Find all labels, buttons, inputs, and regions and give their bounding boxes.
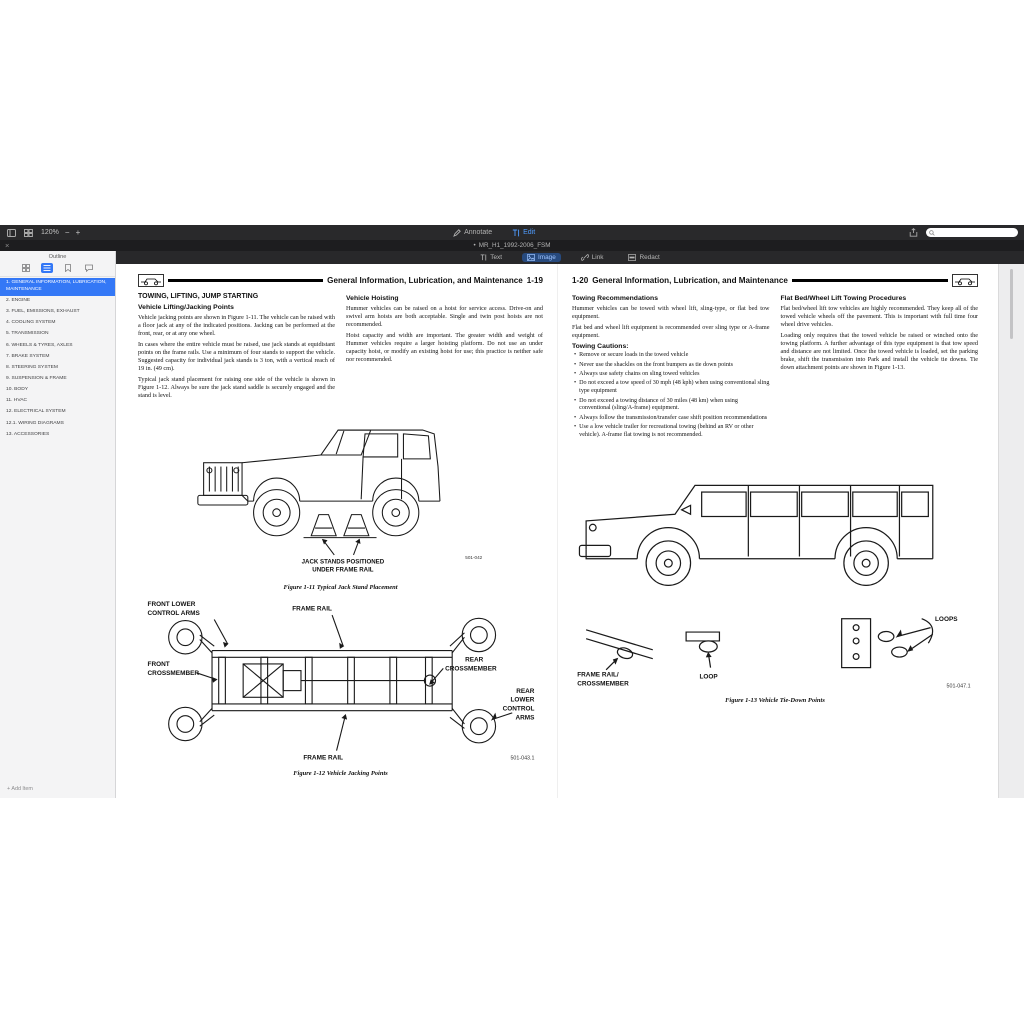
figure-1-12 [138, 595, 543, 777]
add-item-button[interactable]: + Add Item [7, 786, 33, 792]
cautions-list [574, 352, 770, 440]
sub-heading: Vehicle Lifting/Jacking Points [138, 304, 234, 311]
svg-text:ARMS: ARMS [514, 714, 534, 722]
svg-text:JACK STANDS POSITIONED: JACK STANDS POSITIONED [301, 558, 384, 566]
caution-item: • Use a low vehicle trailer for recreational towing (behind an RV or other vehicle). A-frame flat towing is not recommended. [574, 424, 770, 440]
link-tool-icon [581, 254, 589, 261]
header-rule [168, 279, 323, 281]
scrollbar-thumb[interactable] [1010, 269, 1013, 339]
svg-text:LOOPS: LOOPS [935, 615, 958, 623]
figure-caption: Figure 1-12 Vehicle Jacking Points [293, 770, 388, 778]
outline-tab-icon[interactable] [41, 263, 53, 273]
svg-text:FRAME RAIL: FRAME RAIL [291, 605, 332, 613]
outline-list [0, 277, 115, 782]
zoom-in-button[interactable]: + [75, 227, 81, 237]
page-header-title: General Information, Lubrication, and Maintenance [327, 276, 523, 285]
page-header-title: General Information, Lubrication, and Maintenance [592, 276, 788, 285]
edit-tools-ribbon [116, 251, 1024, 264]
outline-item[interactable]: 6. WHEELS & TYRES, AXLES [6, 342, 73, 348]
svg-text:CROSSMEMBER: CROSSMEMBER [444, 665, 497, 673]
page-header [572, 274, 978, 287]
outline-item[interactable]: 12.1. WIRING DIAGRAMS [6, 420, 64, 426]
svg-text:FRONT: FRONT [147, 661, 170, 669]
svg-text:501-043.1: 501-043.1 [509, 755, 534, 762]
paragraph: Typical jack stand placement for raising one side of the vehicle is shown in Figure 1-12. Always be sure the jack stand saddle is securely engaged and the stand is level. [138, 375, 335, 400]
image-tool-button[interactable]: Image [522, 253, 561, 262]
paragraph: Flat bed and wheel lift equipment is recommended over sling type or A-frame equipment. [572, 323, 770, 339]
scrollbar-track[interactable] [998, 264, 1024, 798]
zoom-controls [41, 229, 80, 237]
edit-mode-button[interactable]: Edit [512, 229, 535, 237]
image-tool-icon [527, 254, 535, 261]
header-rule [792, 279, 948, 281]
figure-1-13 [572, 452, 978, 704]
hoisting-heading: Vehicle Hoisting [346, 295, 399, 302]
svg-text:LOOP: LOOP [699, 673, 718, 681]
paragraph: Hoist capacity and width are important. The greater width and weight of Hummer vehicles require a larger hoisting platform. Do not use an under capacity hoist, or modify an existing hoist for use; this practice is neither safe nor recommended. [346, 331, 543, 363]
sidebar-toggle-icon[interactable] [6, 228, 17, 238]
modified-indicator: • [473, 242, 476, 249]
search-field[interactable] [926, 228, 1018, 237]
svg-text:FRAME RAIL/: FRAME RAIL/ [577, 671, 619, 679]
svg-text:CROSSMEMBER: CROSSMEMBER [577, 680, 629, 688]
paragraph: In cases where the entire vehicle must be raised, use jack stands at equidistant points on the frame rails. Use a minimum of four stands to support the vehicle. Suggested capacity for individual jack stands is 3 ton, with a vertical reach of 19 in. (49 cm). [138, 340, 335, 372]
paragraph: Loading only requires that the towed vehicle be raised or winched onto the towing platform. A further advantage of this type equipment is that tow speed and distance are not limited. Once the towed vehicle is loaded, set the parking brake, shift the transmission into Park and install the vehicle tie downs. Tie down attachment points are shown in Figure 1-13. [780, 331, 978, 371]
document-pages [116, 264, 998, 798]
caution-item: • Always follow the transmission/transfer case shift position recommendations [574, 415, 770, 423]
document-tab[interactable] [474, 242, 551, 249]
svg-text:FRONT LOWER: FRONT LOWER [147, 601, 195, 609]
annotations-tab-icon[interactable] [83, 263, 95, 273]
redact-tool-icon [628, 254, 636, 261]
figure-1-13-drawing[interactable] [575, 452, 975, 691]
page-thumbnails-icon[interactable] [23, 228, 34, 238]
redact-tool-button[interactable]: Redact [623, 253, 664, 262]
figure-1-12-drawing[interactable] [145, 595, 537, 764]
caution-item: • Always use safety chains on sling towed vehicles [574, 371, 770, 379]
annotate-mode-button[interactable]: Annotate [453, 229, 492, 237]
outline-item[interactable]: 1. GENERAL INFORMATION, LUBRICATION, MAINTENANCE [0, 278, 115, 296]
page-number: 1-20 [572, 276, 589, 285]
page-1-19 [124, 264, 558, 798]
outline-item[interactable]: 4. COOLING SYSTEM [6, 320, 56, 326]
paragraph: Hummer vehicles can be towed with wheel lift, sling-type, or flat bed tow equipment. [572, 304, 770, 320]
figure-1-11-drawing[interactable] [192, 407, 490, 578]
svg-text:501-047.1: 501-047.1 [946, 683, 971, 690]
svg-text:REAR: REAR [464, 656, 483, 664]
thumbnails-tab-icon[interactable] [20, 263, 32, 273]
share-icon[interactable] [908, 228, 919, 238]
zoom-out-button[interactable]: − [64, 227, 70, 237]
svg-text:CONTROL ARMS: CONTROL ARMS [147, 610, 200, 618]
flatbed-heading: Flat Bed/Wheel Lift Towing Procedures [780, 295, 907, 302]
outline-item[interactable]: 9. SUSPENSION & FRAME [6, 376, 67, 382]
sidebar-title: Outline [48, 254, 67, 260]
paragraph: Hummer vehicles can be raised on a hoist for service access. Drive-on and swivel arm hoists are both acceptable. Single and twin post hoists are not recommended. [346, 304, 543, 328]
outline-item[interactable]: 10. BODY [6, 387, 29, 393]
page-number: 1-19 [526, 276, 543, 285]
text-tool-icon [480, 254, 487, 261]
outline-item[interactable]: 7. BRAKE SYSTEM [6, 353, 50, 359]
zoom-level[interactable]: 120% [41, 229, 59, 236]
outline-item[interactable]: 8. STEERING SYSTEM [6, 364, 58, 370]
outline-item[interactable]: 5. TRANSMISSION [6, 331, 49, 337]
page-header [138, 274, 543, 287]
towing-heading: Towing Recommendations [572, 295, 658, 302]
page-1-20 [558, 264, 992, 798]
edit-text-icon [512, 229, 520, 237]
caution-item: • Remove or secure loads in the towed vehicle [574, 352, 770, 360]
svg-text:REAR: REAR [515, 687, 534, 695]
outline-sidebar [0, 251, 116, 798]
paragraph: Flat bed/wheel lift tow vehicles are highly recommended. They keep all of the towed vehicle wheels off the pavement. This is important with full time four wheel drive vehicles. [780, 304, 978, 328]
section-heading: TOWING, LIFTING, JUMP STARTING [138, 293, 259, 300]
svg-text:501-042: 501-042 [464, 554, 482, 560]
outline-item[interactable]: 3. FUEL, EMISSIONS, EXHAUST [6, 309, 80, 315]
outline-item[interactable]: 11. HVAC [6, 398, 28, 404]
caution-item: • Do not exceed a towing distance of 30 miles (48 km) when using conventional (sling/A-frame) equipment. [574, 398, 770, 414]
text-tool-button[interactable]: Text [475, 253, 507, 262]
svg-text:FRAME RAIL: FRAME RAIL [302, 754, 343, 762]
svg-text:LOWER: LOWER [509, 696, 534, 704]
caution-item: • Do not exceed a tow speed of 30 mph (48 kph) when using conventional sling type equipment [574, 380, 770, 396]
close-tab-icon[interactable]: × [5, 241, 10, 250]
hummer-logo-icon [952, 274, 978, 287]
outline-item[interactable]: 12. ELECTRICAL SYSTEM [6, 409, 66, 415]
document-tab-bar [0, 240, 1024, 251]
sidebar-tab-strip [0, 262, 115, 277]
svg-text:UNDER FRAME RAIL: UNDER FRAME RAIL [311, 566, 374, 574]
pdf-editor-window [0, 225, 1024, 798]
caution-item: • Never use the shackles on the front bumpers as tie down points [574, 362, 770, 370]
search-icon [929, 230, 935, 236]
link-tool-button[interactable]: Link [576, 253, 609, 262]
hummer-logo-icon [138, 274, 164, 287]
paragraph: Vehicle jacking points are shown in Figure 1-11. The vehicle can be raised with a floor jack at any of the indicated positions. Jacking can be performed at the front, rear, or at any one wheel. [138, 313, 335, 337]
cautions-heading: Towing Cautions: [572, 342, 629, 350]
pen-icon [453, 229, 461, 237]
figure-caption: Figure 1-13 Vehicle Tie-Down Points [725, 696, 825, 704]
bookmarks-tab-icon[interactable] [62, 263, 74, 273]
svg-text:CONTROL: CONTROL [502, 705, 534, 713]
document-title: MR_H1_1992-2006_FSM [478, 242, 551, 249]
svg-text:CROSSMEMBER: CROSSMEMBER [147, 670, 199, 678]
figure-1-11 [138, 407, 543, 591]
figure-caption: Figure 1-11 Typical Jack Stand Placement [283, 584, 398, 592]
main-toolbar [0, 225, 1024, 240]
outline-item[interactable]: 2. ENGINE [6, 297, 31, 303]
outline-item[interactable]: 13. ACCESSORIES [6, 431, 50, 437]
search-input[interactable] [937, 229, 1015, 237]
